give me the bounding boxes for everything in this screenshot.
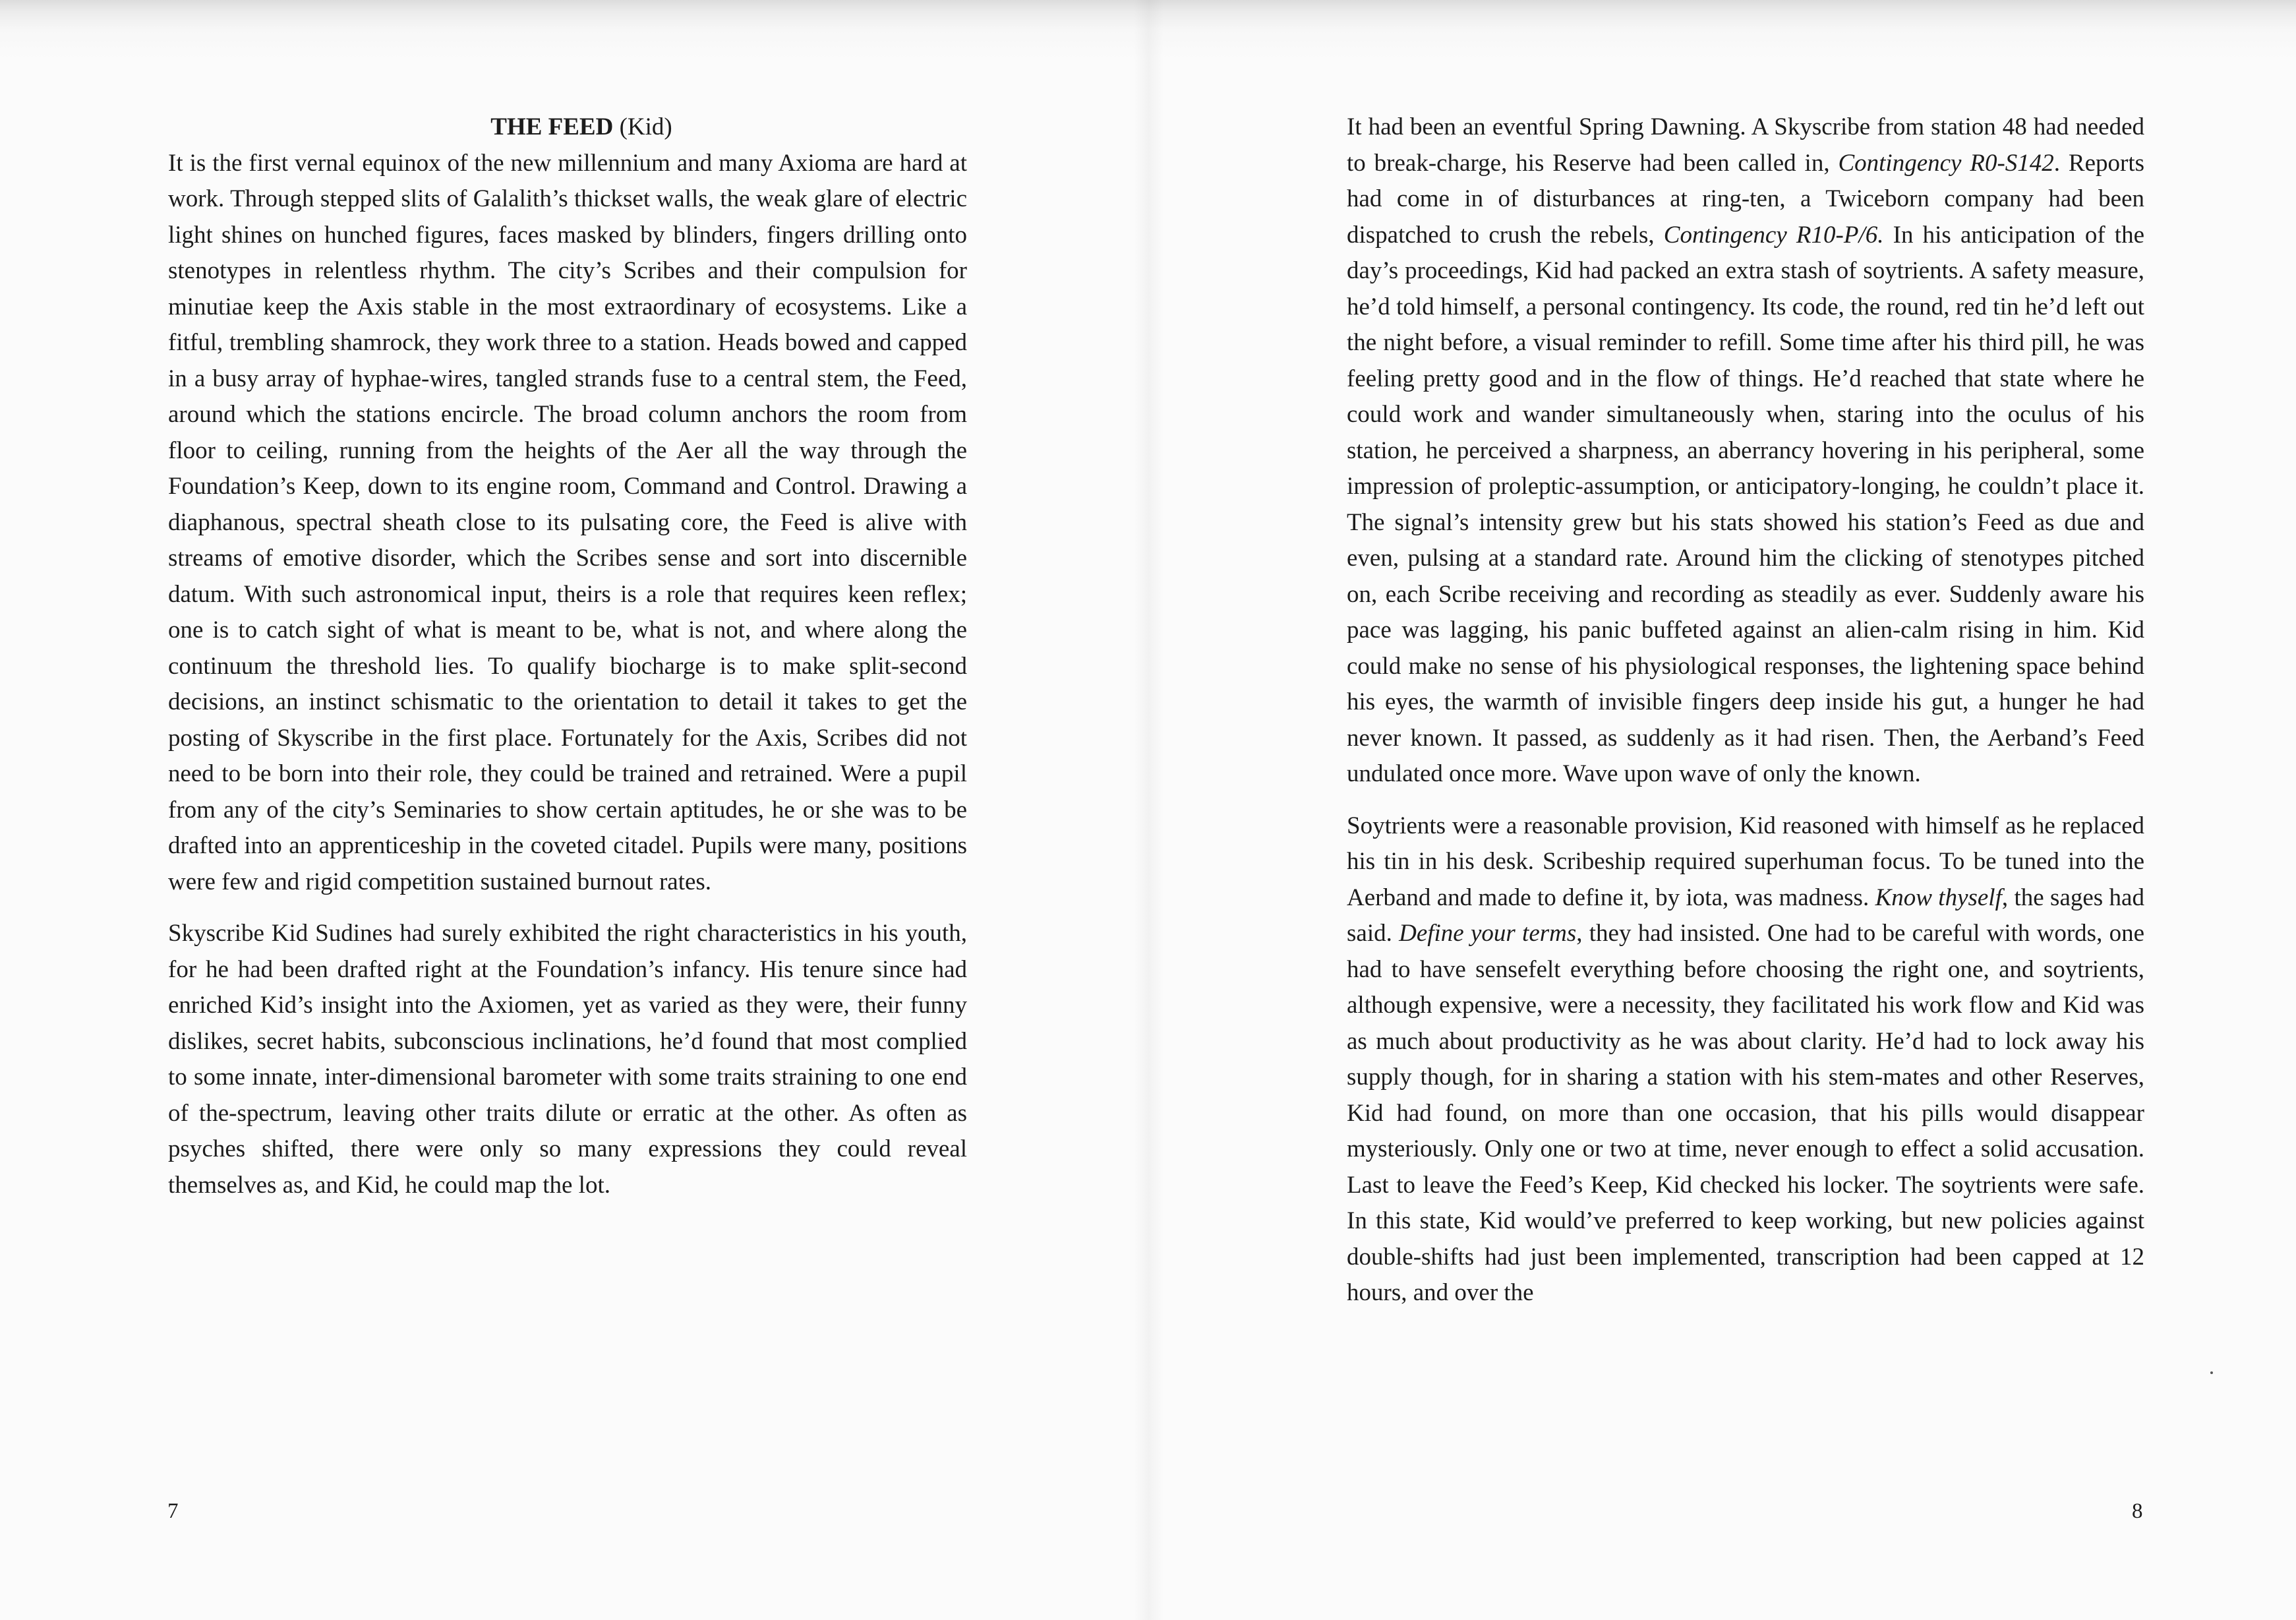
left-page-body: [168, 109, 967, 1203]
right-paragraph-1-part-3: In his anticipation of the day’s proceedings, Kid had packed an extra stash of soytrients. A safety measure, he’d told himself, a personal contingency. Its code, the round, red tin he’d left out the night before, a visual reminder to refill. Some time after his third pill, he was feeling pretty good and in the flow of things. He’d reached that state where he could work and wander simultaneously when, staring into the oculus of his station, he perceived a sharpness, an aberrancy hovering in his peripheral, some impression of proleptic-assumption, or anticipatory-longing, he couldn’t place it. The signal’s intensity grew but his stats showed his station’s Feed as due and even, pulsing at a standard rate. Around him the clicking of stenotypes pitched on, each Scribe receiving and recording as steadily as ever. Suddenly aware his pace was lagging, his panic buffeted against an alien-calm rising in him. Kid could make no sense of his physiological responses, the lightening space behind his eyes, the warmth of invisible fingers deep inside his gut, a hunger he had never known. It passed, as suddenly as it had risen. Then, the Aerband’s Feed undulated once more. Wave upon wave of only the known.: [1347, 221, 2144, 787]
paper-speck: [2210, 1371, 2213, 1374]
right-paragraph-1-part-2: . Reports had come in of disturbances at ring-ten, a Twiceborn company had been dispatched to crush the rebels,: [1347, 149, 2144, 249]
chapter-title: [168, 109, 967, 146]
chapter-title-main: THE FEED: [490, 113, 614, 140]
maxim-define-your-terms: Define your terms: [1399, 920, 1577, 947]
right-page-body: [1347, 109, 2144, 1311]
right-paragraph-2-part-1: Soytrients were a reasonable provision, Kid reasoned with himself as he replaced his tin in his desk. Scribeship required superhuman focus. To be tuned into the Aerband and made to define it, by iota, was madness.: [1347, 812, 2144, 911]
right-paragraph-2-part-3: , they had insisted. One had to be careful with words, one had to have sensefelt everything before choosing the right one, and soytrients, although expensive, were a necessity, they facilitated his work flow and Kid was as much about productivity as he was about clarity. He’d had to lock away his supply though, for in sharing a station with his stem-mates and other Reserves, Kid had found, on more than one occasion, that his pills would disappear mysteriously. Only one or two at time, never enough to effect a solid accusation. Last to leave the Feed’s Keep, Kid checked his locker. The soytrients were safe. In this state, Kid would’ve preferred to keep working, but new policies against double-shifts had just been implemented, transcription had been capped at 12 hours, and over the: [1347, 920, 2144, 1306]
right-page: [1148, 0, 2296, 1620]
maxim-know-thyself: Know thyself: [1875, 884, 2002, 911]
chapter-title-suffix: (Kid): [613, 113, 672, 140]
right-paragraph-2-part-2: , the sages had said.: [1347, 884, 2144, 947]
right-paragraph-1-part-1: It had been an eventful Spring Dawning. A Skyscribe from station 48 had needed to break-charge, his Reserve had been called in,: [1347, 113, 2144, 177]
left-paragraph-2: Skyscribe Kid Sudines had surely exhibited the right characteristics in his youth, for he had been drafted right at the Foundation’s infancy. His tenure since had enriched Kid’s insight into the Axiomen, yet as varied as they were, their funny dislikes, secret habits, subconscious inclinations, he’d found that most complied to some innate, inter-dimensional barometer with some traits straining to one end of the-spectrum, leaving other traits dilute or erratic at the other. As often as psyches shifted, there were only so many expressions they could reveal themselves as, and Kid, he could map the lot.: [168, 920, 967, 1199]
page-number-right: 8: [2132, 1499, 2143, 1523]
contingency-code-1: Contingency R0-S142: [1838, 149, 2054, 177]
left-paragraph-1: It is the first vernal equinox of the new millennium and many Axioma are hard at work. Through stepped slits of Galalith’s thickset walls, the weak glare of electric light shines on hunched figures, faces masked by blinders, fingers drilling onto stenotypes in relentless rhythm. The city’s Scribes and their compulsion for minutiae keep the Axis stable in the most extraordinary of ecosystems. Like a fitful, trembling shamrock, they work three to a station. Heads bowed and capped in a busy array of hyphae-wires, tangled strands fuse to a central stem, the Feed, around which the stations encircle. The broad column anchors the room from floor to ceiling, running from the heights of the Aer all the way through the Foundation’s Keep, down to its engine room, Command and Control. Drawing a diaphanous, spectral sheath close to its pulsating core, the Feed is alive with streams of emotive disorder, which the Scribes sense and sort into discernible datum. With such astronomical input, theirs is a role that requires keen reflex; one is to catch sight of what is meant to be, what is not, and where along the continuum the threshold lies. To qualify biocharge is to make split-second decisions, an instinct schismatic to the orientation to detail it takes to get the posting of Skyscribe in the first place. Fortunately for the Axis, Scribes did not need to be born into their role, they could be trained and retrained. Were a pupil from any of the city’s Seminaries to show certain aptitudes, he or she was to be drafted into an apprenticeship in the coveted citadel. Pupils were many, positions were few and rigid competition sustained burnout rates.: [168, 149, 967, 895]
right-paragraph-2: [1347, 808, 2144, 1311]
page-number-left: 7: [167, 1499, 179, 1523]
contingency-code-2: Contingency R10-P/6.: [1663, 221, 1884, 249]
right-paragraph-1: [1347, 109, 2144, 793]
